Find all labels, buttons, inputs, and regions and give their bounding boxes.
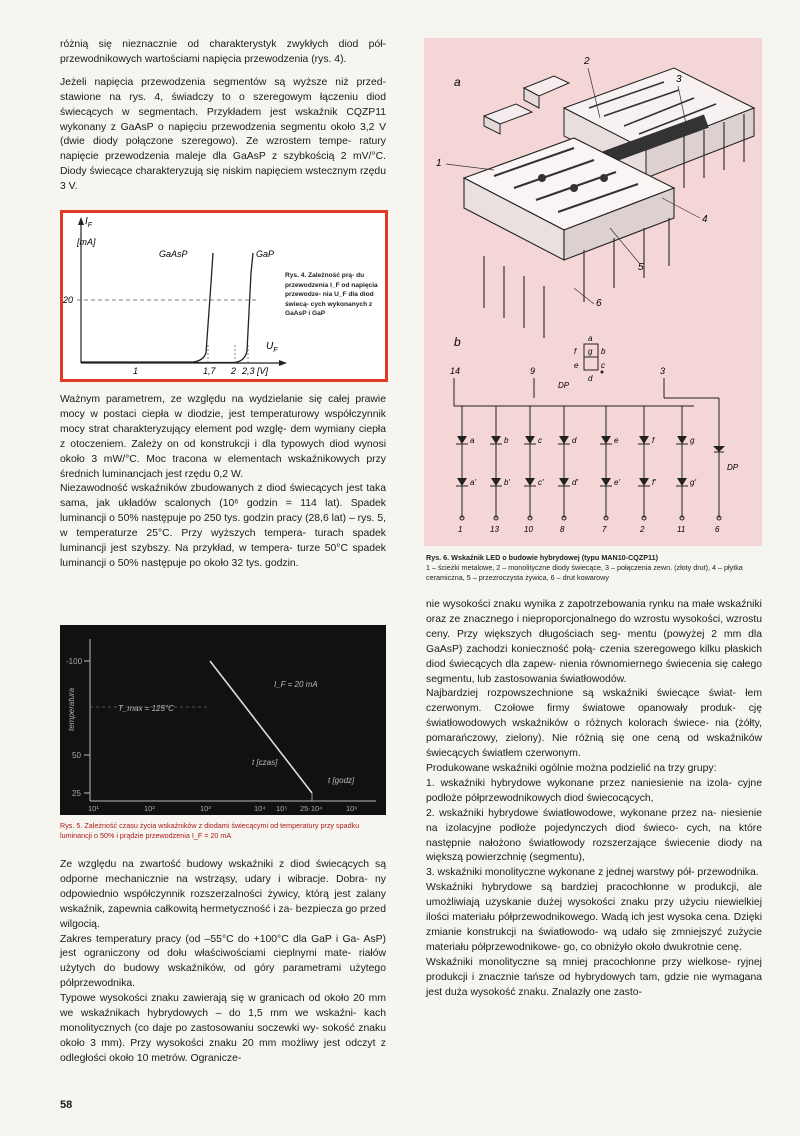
figure-6-caption [426,553,762,583]
svg-text:e: e [614,436,619,445]
figure-4-caption: Rys. 4. Zależność prą- du przewodzenia I_F od napięcia przewodze- nia U_F dla diod świecą- cych wykonanych z GaAsP i GaP [285,272,378,317]
svg-text:e: e [574,361,579,370]
svg-text:g': g' [690,478,696,487]
svg-text:a: a [588,334,593,343]
segment-map [558,334,606,390]
page-number: 58 [60,1099,73,1111]
current-label: I_F = 20 mA [274,680,318,689]
figure-6-caption-title: Rys. 6. Wskaźnik LED o budowie hybrydowej (typu MAN10-CQZP11) [426,553,659,562]
x-unit: t [godz] [328,776,355,785]
curve-label-gap: GaP [256,249,275,259]
svg-text:2: 2 [640,525,645,534]
right-text [426,598,762,1000]
paragraph: Ważnym parametrem, ze względu na wydzielanie się całej prawie mocy w postaci ciepła w diodzie, jest temperaturowy współczynnik mocy strat charakteryzujący element pod wzglę- dem wymiany ciepła z otoczeniem. Zależy on od konstrukcji i dla typowych diod wynosi około 3 mW/°C. Moc tracona w elementach wskaźnikowych przy średnich luminancjach jest rzędu 0,2 W. [60,394,386,480]
gap-curve [81,253,253,363]
svg-text:14: 14 [450,366,461,376]
y-tick: 50 [72,751,81,760]
x-tick-2: 2 [231,366,237,376]
x-tick: 10⁴ [254,804,266,813]
svg-text:7: 7 [602,525,607,534]
figure-6-caption-body: 1 – ścieżki metalowe, 2 – monolityczne diody świecące, 3 – połączenia zewn. (złoty drut), 4 – płytka ceramiczna, 5 – przezroczysta żywica, 6 – drut kowarowy [426,563,743,582]
svg-text:10: 10 [524,525,533,534]
tmax-label: T_max = 125°C [118,704,174,713]
figure-4-iv-curves [60,210,388,382]
figure-5-caption: Rys. 5. Zależność czasu życia wskaźników z diodami świecącymi od temperatury przy spadku luminancji o 50% i prądzie przewodzenia I_F = 20 mA [60,821,360,840]
gaasp-curve [81,253,213,362]
svg-text:d: d [572,436,577,445]
ladder-e [600,406,620,518]
svg-text:d': d' [572,478,578,487]
x-axis-label: $U_F$ [266,341,278,354]
svg-text:g: g [588,347,593,356]
list-item: 2. wskaźniki hybrydowe światłowodowe, wykonane przez na- niesienie na izolacyjne podłoże pojedynczych diod świeco- cych, na które następnie nałożono światłowody rozszerzające świecenie diody na większą powierzchnię (segmentu), [426,807,762,864]
svg-text:DP: DP [558,381,570,390]
schematic [450,366,739,518]
figure-5-graph [60,625,386,815]
figure-6-graphics [424,38,762,546]
ladder-b [490,406,510,518]
ladder-d [558,406,578,518]
svg-text:g: g [690,436,695,445]
y-axis-unit: [mA] [77,237,96,247]
paragraph: Typowe wysokości znaku zawierają się w granicach od około 20 mm we wskaźnikach hybrydowych – do 1,5 mm we wskaźni- kach monolitycznych (co daje po zastosowaniu soczewki wy- sokość znaku około 3 mm). Przy wysokości znaku 20 mm możliwy jest odczyt z odległości około 10 metrów. Ogranicze- [60,993,386,1064]
svg-text:c': c' [538,478,544,487]
svg-text:b: b [601,347,606,356]
curve-label-gaasp: GaAsP [159,249,188,259]
svg-text:6: 6 [715,525,720,534]
left-bottom-text [60,858,386,1067]
x-tick: 25·10⁴ [300,804,323,813]
svg-text:13: 13 [490,525,499,534]
svg-text:a: a [470,436,475,445]
y-axis-arrow [78,217,84,225]
figure-6-panel [424,38,762,546]
paragraph: Niezawodność wskaźników zbudowanych z diod świecących jest taka sama, jak układów scalonych (10⁶ godzin = 114 lat). Spadek luminancji o 50% następuje po 250 tys. godzin pracy (28,6 lat) – rys. 5, w temperaturze 25°C. Przy wyższych tempera- turach spadek luminancji jest szybszy. Na przykład, w tempera- turze 50°C spadek luminancji o 50% następuje po około 32 tys. godzin. [60,483,386,569]
time-label: t [czas] [252,758,278,767]
svg-text:c: c [538,436,542,445]
module-pieces [484,76,569,134]
svg-text:f: f [574,347,577,356]
svg-text:11: 11 [677,525,686,534]
x-tick: 10¹ [88,804,99,813]
y-tick-20: 20 [63,295,74,305]
svg-text:b: b [504,436,509,445]
svg-text:d: d [588,374,593,383]
diode-ladders [456,406,696,518]
x-tick: 10⁵ [276,804,288,813]
x-unit: [V] [257,366,269,376]
panel-label-b: b [454,335,461,349]
figure-5-lifetime-chart [60,625,386,815]
panel-label-a: a [454,75,461,89]
callout-5: 5 [638,262,644,273]
paragraph: Wskaźniki monolityczne są mniej pracochłonne przy wielkose- ryjnej produkcji i znacznie tańsze od hybrydowych tam, gdzie nie wymagana jest duża wysokość znaku. Znalazły one zasto- [426,956,762,998]
list-item: 3. wskaźniki monolityczne wykonane z jednej warstwy pół- przewodnika. [426,867,759,879]
svg-text:3: 3 [660,366,666,376]
x-tick-2-3: 2,3 [242,366,255,376]
callout-4: 4 [702,214,708,225]
paragraph: różnią się nieznacznie od charakterystyk zwykłych diod pół- przewodnikowych wartościami napięcia przewodzenia (rys. 4). [60,39,386,65]
paragraph: Zakres temperatury pracy (od –55°C do +100°C dla GaP i Ga- AsP) jest ograniczony od dołu właściwościami cieplnymi mate- riałów użytych do budowy wskaźników, od góry parametrami użytego półprzewodnika. [60,933,386,990]
paragraph: Produkowane wskaźniki ogólnie można podzielić na trzy grupy: [426,762,717,774]
svg-text:e': e' [614,478,620,487]
ladder-c [524,406,544,518]
paragraph: Wskaźniki hybrydowe są bardziej pracochłonne w produkcji, ale umożliwiają uzyskanie dużej wysokości znaku przy użyciu niewielkiej ilości materiału półprzewodnikowego. Wadą ich jest wysoka cena. Dzięki zmianie konstrukcji na światłowodo- wą udało się zmniejszyć zużycie materiału półprzewodnikowe- go, co obniżyło około dwukrotnie cenę. [426,882,762,953]
x-tick-1: 1 [133,366,139,376]
left-top-text [60,38,386,195]
svg-text:f': f' [652,478,656,487]
list-item: 1. wskaźniki hybrydowe wykonane przez naniesienie na izola- cyjne podłoże półprzewodnikowych diod świecocących, [426,777,762,804]
svg-text:9: 9 [530,366,536,376]
x-tick: 10³ [200,804,211,813]
paragraph: Jeżeli napięcia przewodzenia segmentów są wyższe niż przed- stawione na rys. 4, świadczy to o szeregowym łączeniu diod świecących w segmentach. Przykładem jest wskaźnik CQZP11 wykonany z GaAsP o napięciu przewodzenia segmentu około 3,2 V (dwie diody połączone szeregowo). Ze wzrostem tempe- ratury napięcie przewodzenia maleje dla GaAsP z szybkością 2 mV/°C. Diody świecące charakteryzują się niskim napięciem wstecznym rzędu 3 V. [60,76,386,193]
y-axis-label: temperatura [67,687,76,731]
paragraph: nie wysokości znaku wynika z zapotrzebowania rynku na małe wskaźniki oraz ze znacznego i nieproporcjonalnego do wzrostu wysokości, wzrostu ceny. Przy większych długościach seg- mentu (powyżej 2 mm dla GaAsP) zachodzi konieczność połą- czenia szeregowego kilku płaskich diod świecących dla zapew- nienia równomiernego świecenia się całego segmentu, lub zastosowania światłowodów. [426,599,762,685]
y-tick: 25 [72,789,81,798]
x-tick-1-7: 1,7 [203,366,216,376]
left-mid-text [60,393,386,572]
x-axis-arrow [279,360,287,366]
svg-text:a': a' [470,478,476,487]
pin-row-bottom [458,516,721,534]
callout-2: 2 [584,56,590,67]
svg-text:8: 8 [560,525,565,534]
svg-text:b': b' [504,478,510,487]
callout-1: 1 [436,158,442,169]
y-tick: -100 [66,657,83,666]
y-axis-label: $I_F$ [85,216,93,229]
x-tick: 10⁶ [346,804,358,813]
paragraph: Ze względu na zwartość budowy wskaźniki z diod świecących są odporne mechanicznie na wstrząsy, udary i wibracje. Dobra- ny odpowiednio współczynnik rozszerzalności żywicy, którą jest zalany wskaźnik, zapewnia całkowitą hermetyczność i za- bezpiecza go przed wilgocią. [60,859,386,930]
callout-6: 6 [596,298,602,309]
ladder-a [456,406,476,518]
svg-text:DP: DP [727,463,739,472]
x-tick: 10² [144,804,155,813]
ladder-g [676,406,696,518]
callout-3: 3 [676,74,682,85]
ladder-f [638,406,656,518]
paragraph: Najbardziej rozpowszechnione są wskaźniki świecące świat- łem czerwonym. Czołowe firmy światowe opanowały produk- cję światłowodowych wskaźników o różnych kolorach świece- nia (żółty, pomarańczowy, zielony). Nie różnią się one ceną od wskaźników świecących światłem czerwonym. [426,688,762,760]
svg-text:1: 1 [458,525,463,534]
svg-text:c: c [601,361,605,370]
svg-text:f: f [652,436,655,445]
